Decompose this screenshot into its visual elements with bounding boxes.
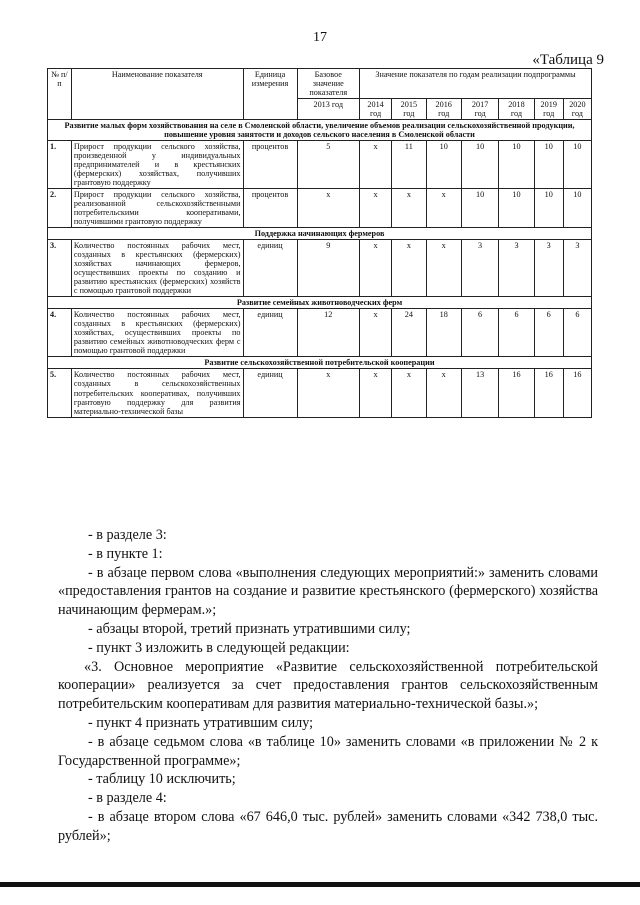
header-year-number: 2016 xyxy=(435,100,452,110)
section-row xyxy=(48,120,592,141)
header-unit: Единица измерения xyxy=(243,69,297,120)
unit-cell: процентов xyxy=(243,189,297,228)
year-value-cell: 10 xyxy=(499,141,534,189)
year-value-cell: 10 xyxy=(563,141,591,189)
header-year-suffix: год xyxy=(403,109,415,119)
base-value-cell: х xyxy=(297,189,359,228)
paragraph: - в абзаце седьмом слова «в таблице 10» заменить словами «в приложении № 2 к Государственной программе»; xyxy=(58,733,598,769)
year-value-cell: 3 xyxy=(563,240,591,297)
section-row xyxy=(48,228,592,240)
paragraph: - в разделе 4: xyxy=(88,790,167,807)
indicator-name: Прирост продукции сельского хозяйства, произведенной у индивидуальных предпринимателей и в крестьянских (фермерских) хозяйствах, получивших грантовую поддержку xyxy=(71,141,243,189)
year-value-cell: х xyxy=(426,240,461,297)
header-name: Наименование показателя xyxy=(71,69,243,120)
paragraph: - в абзаце втором слова «67 646,0 тыс. рублей» заменить словами «342 738,0 тыс. рублей»; xyxy=(58,808,598,844)
section-row xyxy=(48,357,592,369)
paragraph: - в разделе 3: xyxy=(88,527,167,543)
year-value-cell: 6 xyxy=(461,309,498,357)
year-value-cell: 10 xyxy=(426,141,461,189)
header-base: Базовое значение показателя xyxy=(297,69,359,99)
row-number: 1. xyxy=(48,141,72,189)
header-year-suffix: год xyxy=(571,109,583,119)
section-title: Поддержка начинающих фермеров xyxy=(48,228,592,240)
paragraph: - в пункте 1: xyxy=(88,545,163,562)
header-year-suffix: год xyxy=(543,109,555,119)
header-year-number: 2019 xyxy=(540,100,557,110)
header-year-suffix: год xyxy=(369,109,382,119)
header-year xyxy=(563,99,591,120)
header-year xyxy=(359,99,391,120)
year-value-cell: 6 xyxy=(499,309,534,357)
table-header-row xyxy=(48,69,592,99)
header-num: № п/п xyxy=(48,69,72,120)
year-value-cell: 18 xyxy=(426,309,461,357)
year-value-cell: 10 xyxy=(461,141,498,189)
body-text xyxy=(58,526,598,846)
header-year xyxy=(534,99,563,120)
row-number: 5. xyxy=(48,369,72,417)
section-title: Развитие малых форм хозяйствования на селе в Смоленской области, увеличение объемов реализации сельскохозяйственной продукции, повышение уровня занятости и доходов сельского населения в Смоленской области xyxy=(48,120,592,141)
year-value-cell: 13 xyxy=(461,369,498,417)
table-row xyxy=(48,141,592,189)
paragraph: - в абзаце первом слова «выполнения следующих мероприятий:» заменить словами «предоставления грантов на создание и развитие крестьянского (фермерского) хозяйства начинающим фермерам.»; xyxy=(58,564,598,619)
row-number: 4. xyxy=(48,309,72,357)
year-value-cell: 10 xyxy=(461,189,498,228)
base-value-cell: 9 xyxy=(297,240,359,297)
paragraph: - таблицу 10 исключить; xyxy=(88,771,236,788)
year-value-cell: 6 xyxy=(534,309,563,357)
section-title: Развитие семейных животноводческих ферм xyxy=(48,297,592,309)
year-value-cell: х xyxy=(392,240,426,297)
header-year xyxy=(499,99,534,120)
section-title: Развитие сельскохозяйственной потребительской кооперации xyxy=(48,357,592,369)
year-value-cell: 10 xyxy=(499,189,534,228)
year-value-cell: х xyxy=(359,369,391,417)
header-year-number: 2014 xyxy=(367,100,384,110)
indicator-name: Количество постоянных рабочих мест, созданных в крестьянских (фермерских) хозяйствах начинающих фермеров, осуществивших проекты по созданию и развитию крестьянских (фермерских) хозяйств с помощью грантовой поддержки xyxy=(71,240,243,297)
table-body xyxy=(48,120,592,417)
row-number: 2. xyxy=(48,189,72,228)
table-row xyxy=(48,240,592,297)
paragraph: «3. Основное мероприятие «Развитие сельскохозяйственной потребительской кооперации» реализуется за счет предоставления грантов сельскохозяйственным потребительским кооперативам для развития материально-технической базы.»; xyxy=(58,658,598,713)
unit-cell: процентов xyxy=(243,141,297,189)
year-value-cell: х xyxy=(426,369,461,417)
year-value-cell: х xyxy=(359,141,391,189)
year-value-cell: 3 xyxy=(534,240,563,297)
year-value-cell: 10 xyxy=(534,189,563,228)
base-value-cell: 12 xyxy=(297,309,359,357)
header-values: Значение показателя по годам реализации подпрограммы xyxy=(359,69,591,99)
unit-cell: единиц xyxy=(243,309,297,357)
year-value-cell: 16 xyxy=(534,369,563,417)
header-year xyxy=(392,99,426,120)
header-year-suffix: год xyxy=(438,109,450,119)
year-value-cell: 3 xyxy=(461,240,498,297)
year-value-cell: 24 xyxy=(392,309,426,357)
year-value-cell: х xyxy=(359,189,391,228)
header-year-number: 2017 xyxy=(471,100,489,110)
year-value-cell: х xyxy=(392,189,426,228)
unit-cell: единиц xyxy=(243,369,297,417)
year-value-cell: х xyxy=(426,189,461,228)
header-year xyxy=(426,99,461,120)
section-row xyxy=(48,297,592,309)
year-value-cell: 10 xyxy=(563,189,591,228)
table-row xyxy=(48,309,592,357)
indicators-table xyxy=(47,68,592,418)
year-value-cell: 11 xyxy=(392,141,426,189)
table-row xyxy=(48,369,592,417)
year-value-cell: х xyxy=(359,309,391,357)
header-year-number: 2015 xyxy=(400,100,418,110)
paragraph: - пункт 4 признать утратившим силу; xyxy=(88,714,314,731)
table-row xyxy=(48,189,592,228)
base-value-cell: х xyxy=(297,369,359,417)
year-value-cell: 16 xyxy=(563,369,591,417)
table-caption: «Таблица 9 xyxy=(532,52,604,68)
header-year-suffix: год xyxy=(510,109,523,119)
indicator-name: Прирост продукции сельского хозяйства, реализованной сельскохозяйственными потребительскими кооперативами, получившими грантовую поддержку xyxy=(71,189,243,228)
unit-cell: единиц xyxy=(243,240,297,297)
paragraph: - абзацы второй, третий признать утратившими силу; xyxy=(88,620,411,637)
header-year xyxy=(461,99,498,120)
year-value-cell: 16 xyxy=(499,369,534,417)
year-value-cell: х xyxy=(359,240,391,297)
indicator-name: Количество постоянных рабочих мест, созданных в сельскохозяйственных потребительских кооперативах, получивших грантовую поддержку для развития материально-технической базы xyxy=(71,369,243,417)
header-year-suffix: год xyxy=(474,109,486,119)
row-number: 3. xyxy=(48,240,72,297)
header-year-number: 2020 xyxy=(569,100,586,110)
page-number: 17 xyxy=(313,30,327,45)
year-value-cell: 6 xyxy=(563,309,591,357)
year-value-cell: 10 xyxy=(534,141,563,189)
year-value-cell: 3 xyxy=(499,240,534,297)
base-value-cell: 5 xyxy=(297,141,359,189)
indicator-name: Количество постоянных рабочих мест, созданных в крестьянских (фермерских) хозяйствах, осуществивших проекты по развитию семейных животноводческих ферм с помощью грантовой поддержки xyxy=(71,309,243,357)
header-base-year: 2013 год xyxy=(297,99,359,120)
header-year-number: 2018 xyxy=(508,100,525,110)
bottom-rule xyxy=(0,882,640,887)
paragraph: - пункт 3 изложить в следующей редакции: xyxy=(88,639,350,656)
year-value-cell: х xyxy=(392,369,426,417)
